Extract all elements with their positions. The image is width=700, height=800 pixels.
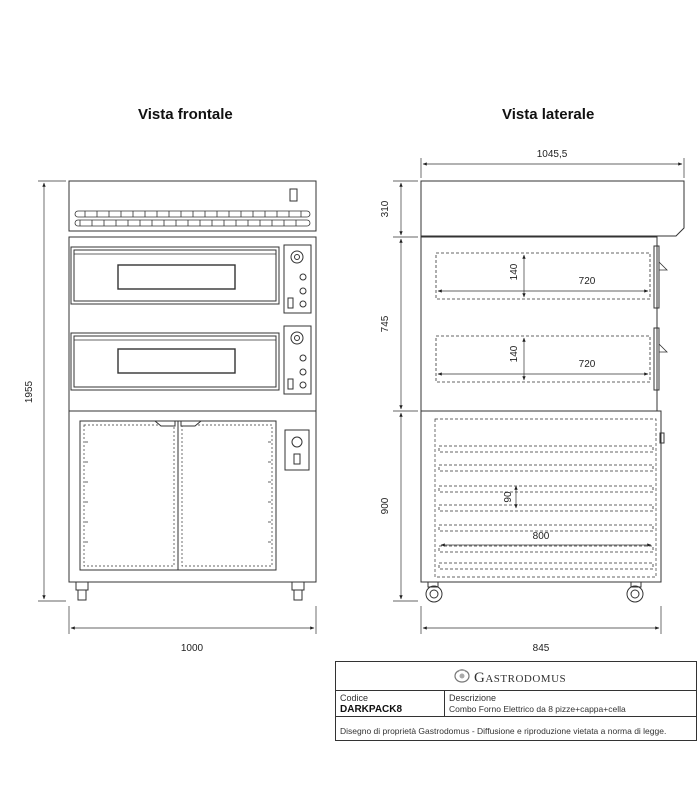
dim-chamber-depth-2: 720: [578, 359, 596, 370]
dim-shelf-spacing: 90: [503, 491, 514, 503]
knob-1c: [300, 288, 306, 294]
knob-2c: [300, 369, 306, 375]
description-cell: [445, 691, 696, 717]
side-cell-body: [421, 411, 661, 582]
cell-door-left: [80, 421, 178, 570]
front-view: [69, 181, 316, 600]
dim-cell-height: 900: [380, 497, 391, 515]
oven-window-2: [118, 349, 235, 373]
chamber-2: [436, 336, 650, 382]
switch-1: [288, 298, 293, 308]
side-shelves: [439, 446, 653, 569]
front-hood: [69, 181, 316, 231]
side-view-title: Vista laterale: [502, 106, 595, 123]
gastrodomus-logo-icon: [453, 666, 471, 684]
code-cell: [336, 691, 445, 717]
knob-1b: [300, 274, 306, 280]
side-wheels: [426, 582, 643, 602]
cell-inner: [435, 419, 656, 577]
product-code: DARKPACK8: [340, 704, 403, 715]
title-block-brand-row: [336, 662, 696, 691]
dim-front-height: 1955: [24, 380, 35, 404]
dim-front-width: 1000: [180, 643, 204, 654]
knob-2d: [300, 382, 306, 388]
dim-chamber-height-1: 140: [509, 263, 520, 281]
side-view: [421, 181, 684, 602]
description-label: Descrizione: [449, 693, 497, 703]
oven-door-2: [71, 333, 279, 390]
front-wheels: [76, 582, 304, 600]
dim-side-depth-top: 1045,5: [536, 149, 568, 160]
copyright-notice: Disegno di proprietà Gastrodomus - Diffusione e riproduzione vietata a norma di legge.: [340, 726, 667, 736]
side-oven-body: [421, 237, 657, 411]
knob-1a: [291, 251, 303, 263]
knob-1d: [300, 301, 306, 307]
title-block: [335, 661, 697, 741]
dim-hood-height: 310: [380, 200, 391, 218]
dim-chamber-depth-1: 720: [578, 276, 596, 287]
code-label: Codice: [340, 693, 369, 703]
knob-2a: [291, 332, 303, 344]
chamber-1: [436, 253, 650, 299]
oven-door-1: [71, 247, 279, 304]
front-cell-body: [69, 411, 316, 582]
side-hood: [421, 181, 684, 236]
front-view-title: Vista frontale: [138, 106, 233, 123]
oven-window-1: [118, 265, 235, 289]
dim-oven-height: 745: [380, 315, 391, 333]
knob-2b: [300, 355, 306, 361]
cell-door-right: [178, 421, 276, 570]
dim-chamber-height-2: 140: [509, 345, 520, 363]
dim-shelf-depth: 800: [532, 531, 550, 542]
product-description: Combo Forno Elettrico da 8 pizze+cappa+cella: [449, 704, 626, 714]
switch-2: [288, 379, 293, 389]
brand-name: Gastrodomus: [474, 670, 567, 686]
dim-side-depth-bottom: 845: [532, 643, 550, 654]
